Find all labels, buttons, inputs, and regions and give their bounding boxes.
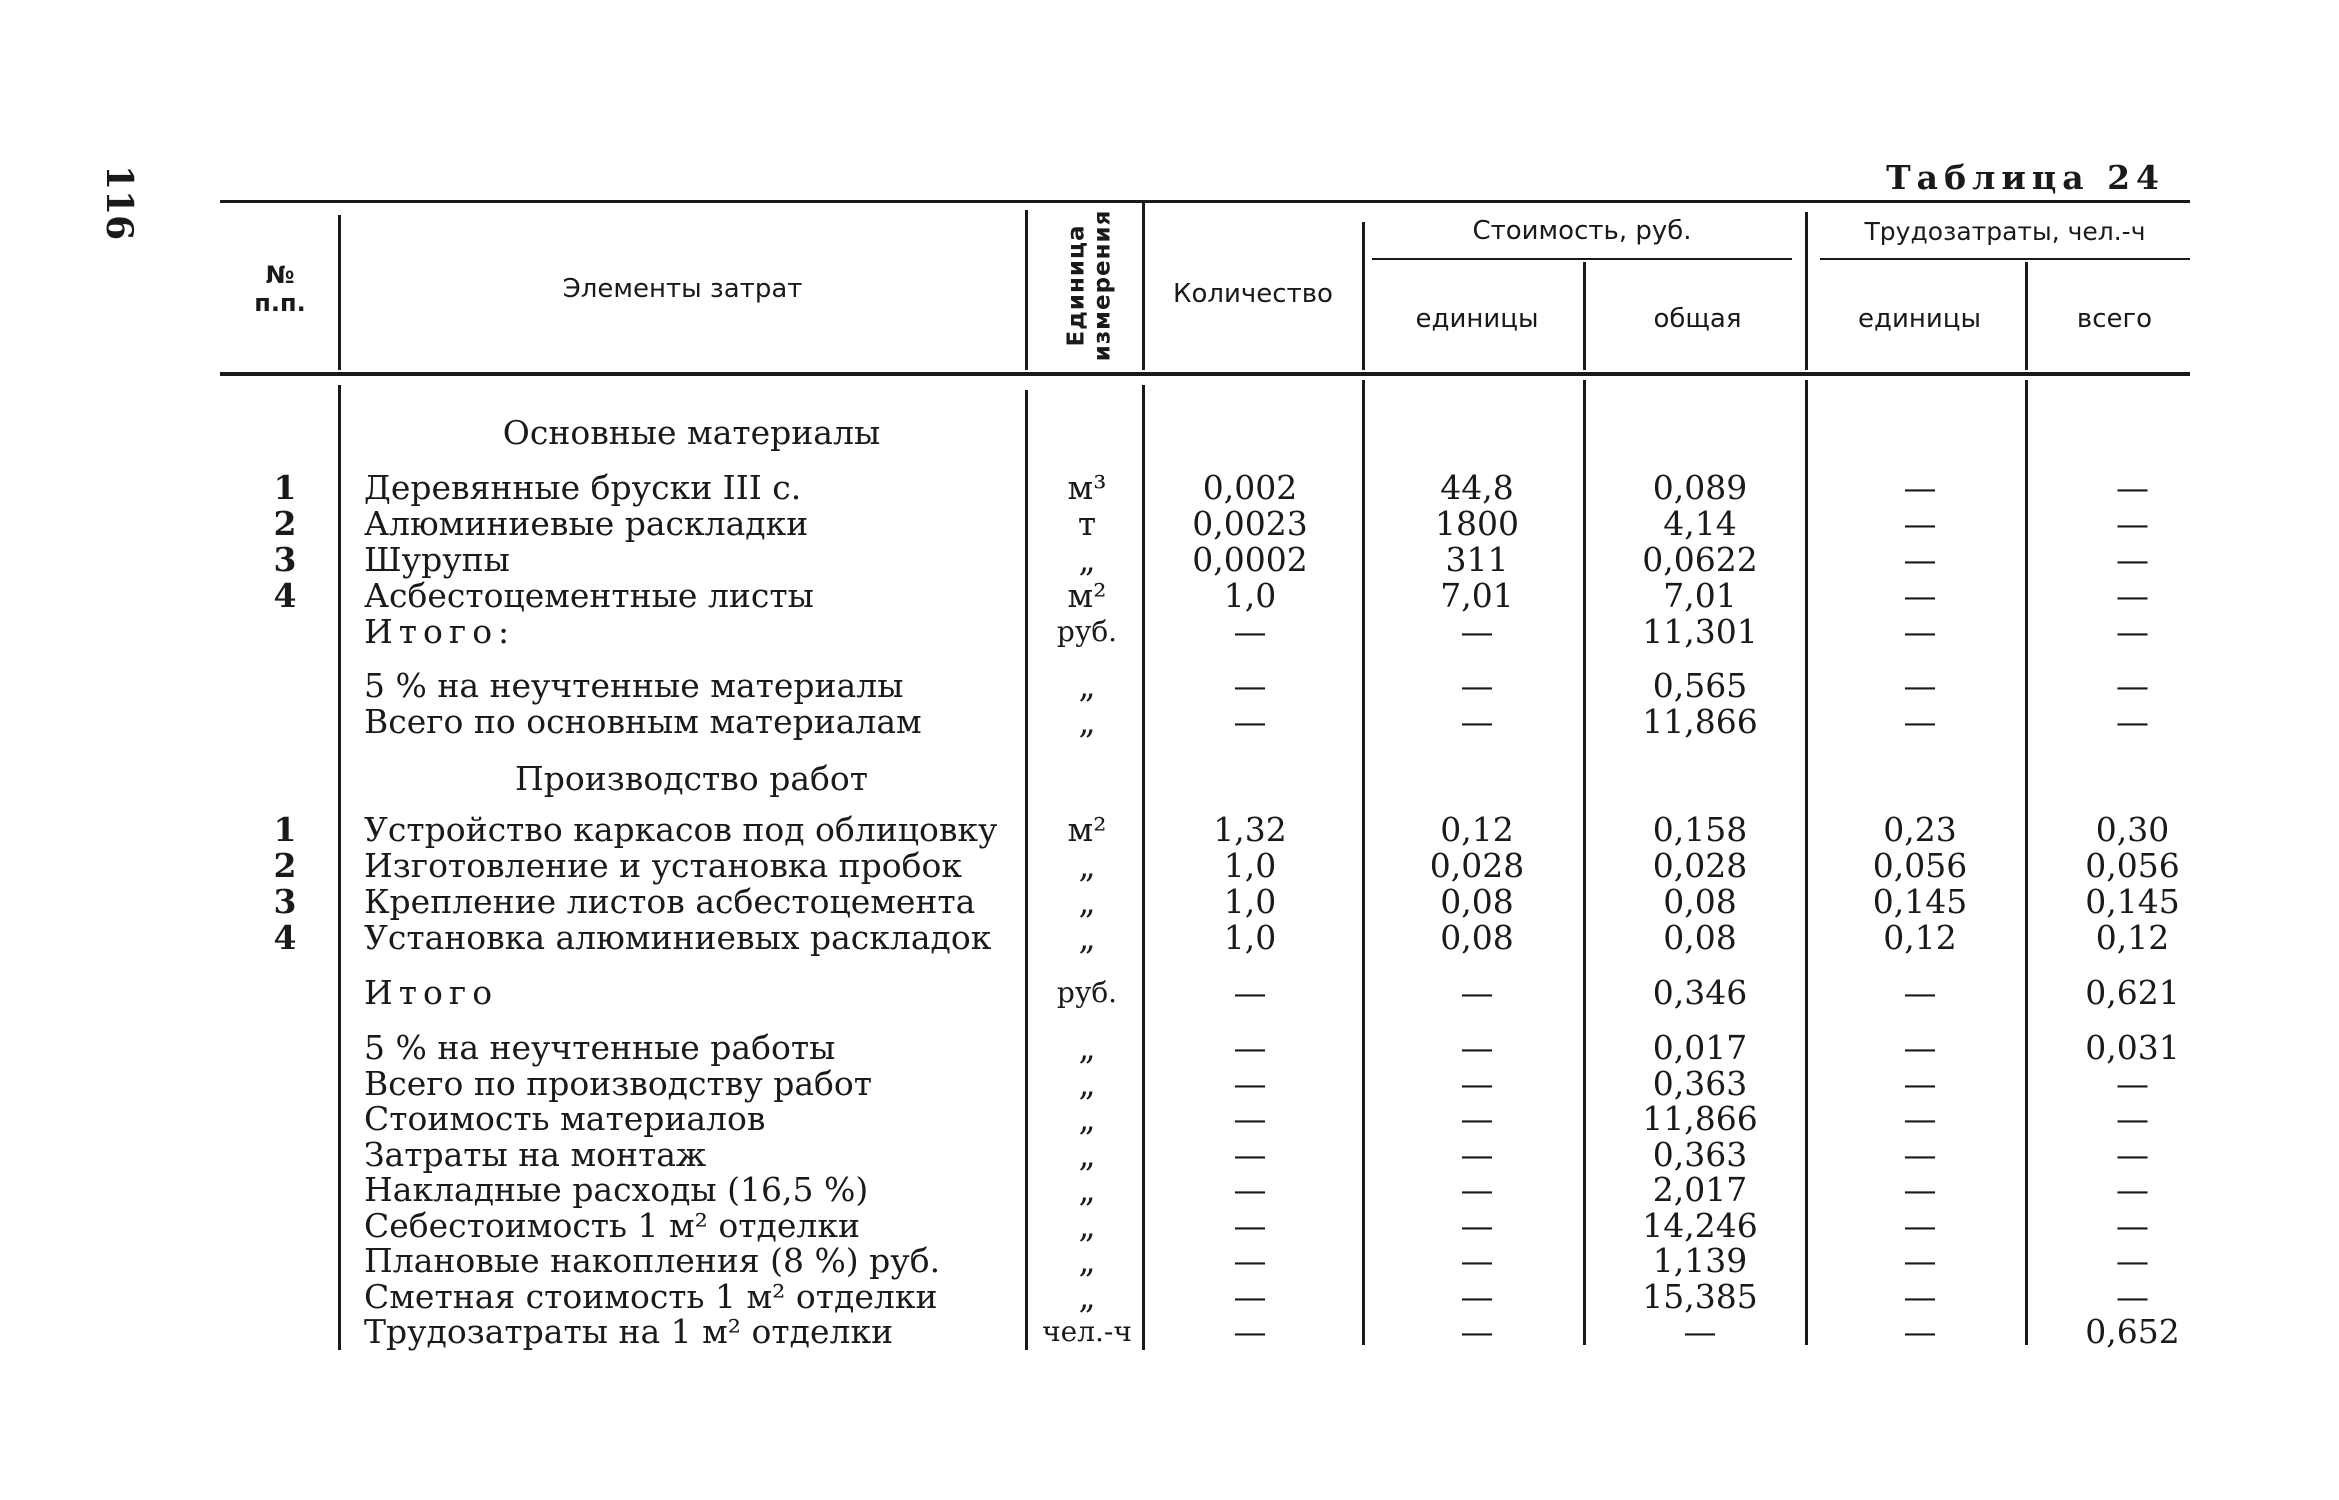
row-labor-unit: 0,23 (1883, 810, 1957, 849)
row-num (260, 1030, 310, 1066)
row-name: Себестоимость 1 м² отделки (364, 1205, 860, 1245)
row-quantity: 1,32 (1213, 810, 1287, 849)
row-quantity: 0,002 (1202, 468, 1298, 507)
row-quantity: — (1233, 1276, 1267, 1316)
row-labor-unit: 0,12 (1883, 918, 1957, 957)
row-labor-total: 0,30 (2095, 810, 2170, 849)
table-row (0, 578, 2339, 614)
row-num: 3 (273, 540, 297, 579)
row-cost-total: 0,0622 (1642, 540, 1758, 579)
row-quantity: 1,0 (1223, 918, 1277, 957)
row-unit: м³ (1067, 468, 1107, 507)
row-unit: „ (1078, 918, 1096, 957)
row-cost-unit: — (1460, 973, 1494, 1012)
row-quantity: — (1233, 1134, 1267, 1174)
row-num: 1 (273, 810, 297, 849)
row-name: Изготовление и установка пробок (364, 846, 963, 885)
row-cost-total: 0,08 (1663, 882, 1737, 921)
row-name: Крепление листов асбестоцемента (364, 882, 976, 921)
header-cost-total: общая (1653, 304, 1742, 335)
row-unit: „ (1078, 1063, 1096, 1103)
header-labor-group: Трудозатраты, чел.-ч (1864, 216, 2146, 246)
row-quantity: 0,0023 (1192, 504, 1308, 543)
row-cost-unit: 0,028 (1429, 846, 1525, 885)
row-cost-total: 0,089 (1652, 468, 1748, 507)
row-labor-total: — (2116, 576, 2149, 615)
header-labor-unit: единицы (1858, 304, 1981, 335)
row-cost-unit: — (1460, 1134, 1494, 1174)
row-name: Устройство каркасов под облицовку (364, 810, 998, 849)
table-row (0, 884, 2339, 920)
row-unit: руб. (1056, 615, 1118, 648)
row-name: Деревянные бруски III с. (364, 468, 802, 507)
row-unit: „ (1078, 540, 1096, 579)
row-labor-total: 0,031 (2085, 1028, 2180, 1067)
row-labor-unit: — (1903, 702, 1937, 741)
section-title: Основные материалы (502, 413, 881, 452)
row-name: Шурупы (364, 540, 510, 579)
row-quantity: — (1233, 1170, 1267, 1209)
table-row (0, 1276, 2339, 1316)
row-quantity: 1,0 (1223, 846, 1277, 885)
row-quantity: — (1233, 612, 1267, 651)
row-labor-unit: 0,056 (1872, 846, 1968, 885)
row-num (260, 668, 310, 704)
row-name: 5 % на неучтенные материалы (364, 666, 904, 705)
row-labor-total: — (2116, 1241, 2149, 1280)
row-num (260, 1137, 310, 1173)
row-cost-total: 11,301 (1642, 612, 1758, 651)
row-labor-unit: — (1903, 1028, 1937, 1067)
table-row (0, 1172, 2339, 1208)
row-cost-total: 0,158 (1652, 810, 1748, 849)
row-cost-total: 1,139 (1652, 1241, 1748, 1280)
page-number: 116 (98, 165, 140, 241)
row-labor-unit: — (1903, 612, 1937, 651)
row-labor-unit: — (1903, 576, 1937, 615)
row-name: Стоимость материалов (364, 1099, 766, 1138)
row-cost-total: 0,565 (1652, 666, 1748, 705)
row-unit: „ (1078, 666, 1096, 705)
row-cost-unit: 0,08 (1440, 882, 1514, 921)
row-cost-unit: — (1460, 1028, 1494, 1067)
row-name: Установка алюминиевых раскладок (364, 918, 992, 957)
row-unit: „ (1078, 702, 1096, 741)
row-name: Всего по производству работ (364, 1063, 873, 1103)
row-quantity: — (1233, 1205, 1267, 1245)
row-labor-unit: — (1903, 1276, 1937, 1316)
row-quantity: — (1233, 666, 1267, 705)
row-unit: чел.-ч (1042, 1315, 1132, 1348)
row-cost-total: 14,246 (1642, 1205, 1758, 1245)
row-quantity: 1,0 (1223, 576, 1277, 615)
table-row (0, 542, 2339, 578)
row-quantity: 0,0002 (1192, 540, 1308, 579)
row-name: Затраты на монтаж (364, 1134, 707, 1174)
row-num (260, 614, 310, 650)
table-row (0, 848, 2339, 884)
table-row (0, 1101, 2339, 1137)
row-cost-unit: 311 (1445, 540, 1509, 579)
row-num (260, 1066, 310, 1102)
row-unit: т (1077, 504, 1097, 543)
table-row (0, 1134, 2339, 1174)
row-unit: „ (1078, 1028, 1096, 1067)
row-unit: „ (1078, 1205, 1096, 1245)
row-num (260, 704, 310, 740)
row-name: Всего по основным материалам (364, 702, 922, 741)
row-num: 1 (273, 468, 297, 507)
row-unit: „ (1078, 1099, 1096, 1138)
row-unit: м² (1067, 810, 1107, 849)
row-num: 3 (273, 882, 297, 921)
row-labor-unit: — (1903, 540, 1937, 579)
row-unit: „ (1078, 882, 1096, 921)
row-labor-unit: — (1903, 1099, 1937, 1138)
row-labor-total: — (2116, 612, 2149, 651)
row-quantity: — (1233, 1099, 1267, 1138)
row-num (260, 1208, 310, 1244)
row-cost-unit: — (1460, 612, 1494, 651)
row-quantity: 1,0 (1223, 882, 1277, 921)
row-labor-total: — (2116, 1063, 2149, 1103)
row-labor-unit: — (1903, 1241, 1937, 1280)
row-labor-unit: 0,145 (1872, 882, 1968, 921)
row-cost-total: 2,017 (1652, 1170, 1748, 1209)
row-labor-unit: — (1903, 504, 1937, 543)
row-num: 4 (273, 576, 297, 615)
table-row (0, 1314, 2339, 1350)
row-cost-total: 11,866 (1642, 1099, 1758, 1138)
row-num: 2 (273, 846, 297, 885)
row-labor-total: 0,652 (2085, 1312, 2180, 1351)
row-name: Асбестоцементные листы (364, 576, 814, 615)
row-num (260, 1243, 310, 1279)
table-row (0, 920, 2339, 956)
row-labor-total: — (2116, 1099, 2149, 1138)
row-cost-unit: — (1460, 1063, 1494, 1103)
row-cost-total: 0,363 (1652, 1134, 1748, 1174)
row-labor-total: — (2116, 540, 2149, 579)
row-cost-unit: 0,08 (1440, 918, 1514, 957)
row-cost-unit: — (1460, 1170, 1494, 1209)
row-labor-total: — (2116, 702, 2149, 741)
row-cost-unit: 1800 (1435, 504, 1519, 543)
row-cost-unit: — (1460, 1241, 1494, 1280)
row-cost-total: 0,028 (1652, 846, 1748, 885)
row-cost-total: 4,14 (1663, 504, 1737, 543)
row-labor-total: 0,621 (2085, 973, 2180, 1012)
row-unit: „ (1078, 1170, 1096, 1209)
row-unit: „ (1078, 1276, 1096, 1316)
row-labor-total: — (2116, 1170, 2149, 1209)
row-quantity: — (1233, 1312, 1267, 1351)
row-cost-unit: 7,01 (1440, 576, 1514, 615)
row-name: Алюминиевые раскладки (364, 504, 809, 543)
header-elements: Элементы затрат (562, 274, 803, 305)
row-labor-total: — (2116, 666, 2149, 705)
row-quantity: — (1233, 1028, 1267, 1067)
row-labor-unit: — (1903, 1063, 1937, 1103)
row-labor-unit: — (1903, 973, 1937, 1012)
row-unit: „ (1078, 846, 1096, 885)
row-cost-unit: — (1460, 1312, 1494, 1351)
row-labor-unit: — (1903, 666, 1937, 705)
row-unit: „ (1078, 1241, 1096, 1280)
table-row (0, 1205, 2339, 1245)
row-labor-total: — (2116, 1134, 2149, 1174)
header-unit-text: Единица измерения (1063, 209, 1116, 361)
table-row (0, 470, 2339, 506)
row-labor-total: 0,056 (2085, 846, 2180, 885)
row-quantity: — (1233, 702, 1267, 741)
row-name: Сметная стоимость 1 м² отделки (364, 1276, 938, 1316)
row-name: Итого (364, 973, 499, 1012)
header-cost-unit: единицы (1415, 304, 1539, 335)
row-quantity: — (1233, 973, 1267, 1012)
row-cost-unit: 0,12 (1440, 810, 1514, 849)
row-cost-total: 15,385 (1642, 1276, 1758, 1316)
table-row (0, 506, 2339, 542)
row-quantity: — (1233, 1241, 1267, 1280)
row-unit: „ (1078, 1134, 1096, 1174)
table-row (0, 1243, 2339, 1279)
table-row (0, 704, 2339, 740)
table-row (0, 668, 2339, 704)
table-row (0, 1063, 2339, 1103)
section-materials (0, 415, 2339, 451)
row-num: 2 (273, 504, 297, 543)
table-row (0, 1030, 2339, 1066)
row-cost-unit: — (1460, 666, 1494, 705)
row-cost-unit: 44,8 (1440, 468, 1514, 507)
row-cost-total: 0,08 (1663, 918, 1737, 957)
table-row (0, 975, 2339, 1011)
row-cost-total: 7,01 (1663, 576, 1737, 615)
row-cost-unit: — (1460, 1205, 1494, 1245)
row-name: 5 % на неучтенные работы (364, 1028, 836, 1067)
row-name: Трудозатраты на 1 м² отделки (364, 1312, 894, 1351)
row-cost-unit: — (1460, 1276, 1494, 1316)
row-cost-total: 0,017 (1652, 1028, 1748, 1067)
row-labor-total: — (2116, 468, 2149, 507)
row-labor-total: — (2116, 1205, 2149, 1245)
row-cost-total: 11,866 (1642, 702, 1758, 741)
row-labor-unit: — (1903, 1312, 1937, 1351)
row-num: 4 (273, 918, 297, 957)
row-labor-unit: — (1903, 1170, 1937, 1209)
row-name: Накладные расходы (16,5 %) (364, 1170, 869, 1209)
table-row (0, 614, 2339, 650)
row-num (260, 1279, 310, 1315)
header-labor-total: всего (2076, 304, 2153, 335)
row-name: Итого: (364, 612, 516, 651)
row-labor-total: 0,12 (2095, 918, 2170, 957)
section-works (0, 761, 2339, 797)
row-name: Плановые накопления (8 %) руб. (364, 1241, 941, 1280)
row-cost-total: 0,363 (1652, 1063, 1748, 1103)
row-cost-total: 0,346 (1652, 973, 1748, 1012)
section-title: Производство работ (515, 759, 868, 798)
row-unit: м² (1067, 576, 1107, 615)
row-unit: руб. (1056, 976, 1118, 1009)
row-num (260, 1314, 310, 1350)
row-labor-total: 0,145 (2085, 882, 2180, 921)
row-labor-total: — (2116, 504, 2149, 543)
header-cost-group: Стоимость, руб. (1472, 216, 1692, 247)
row-num (260, 975, 310, 1011)
row-labor-unit: — (1903, 1134, 1937, 1174)
row-cost-unit: — (1460, 1099, 1494, 1138)
row-cost-unit: — (1460, 702, 1494, 741)
table-title: Таблица 24 (1886, 158, 2165, 197)
row-labor-unit: — (1903, 468, 1937, 507)
table-row (0, 812, 2339, 848)
row-num (260, 1101, 310, 1137)
row-labor-unit: — (1903, 1205, 1937, 1245)
header-quantity: Количество (1173, 279, 1333, 310)
header-num: № п.п. (254, 261, 306, 317)
row-cost-total: — (1683, 1312, 1717, 1351)
row-labor-total: — (2116, 1276, 2149, 1316)
row-num (260, 1172, 310, 1208)
row-quantity: — (1233, 1063, 1267, 1103)
